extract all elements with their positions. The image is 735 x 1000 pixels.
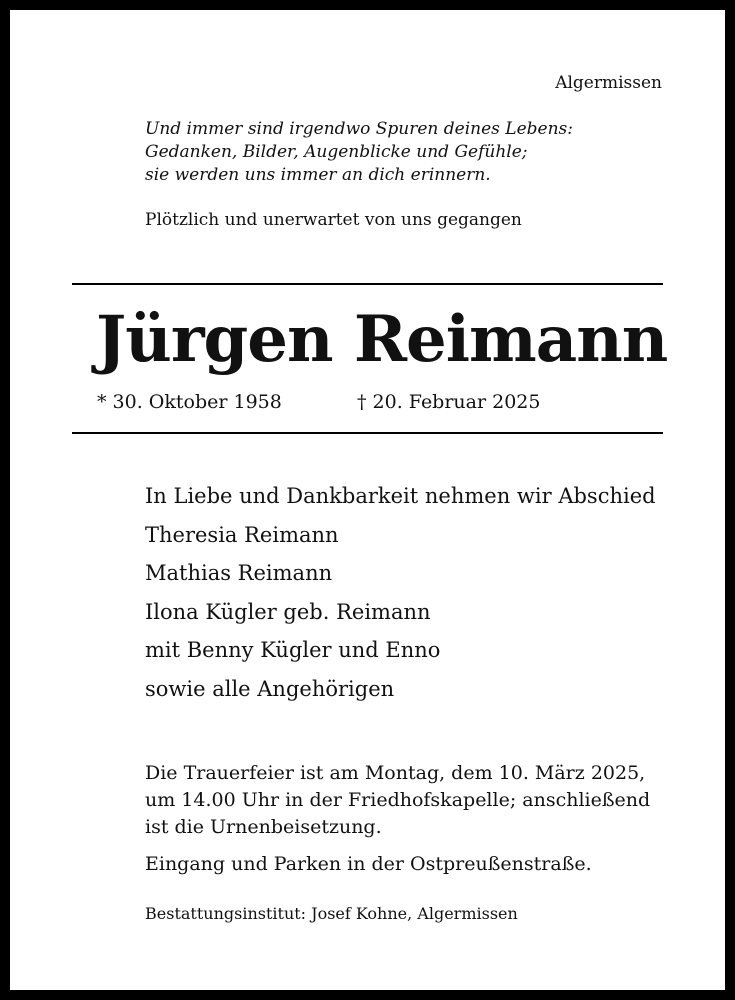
mourners-list: [145, 482, 656, 713]
top-divider: [72, 283, 663, 285]
mourner-name: Theresia Reimann: [145, 522, 339, 547]
ceremony-details: [145, 760, 650, 841]
mourner-name: sowie alle Angehörigen: [145, 676, 395, 701]
poem-line: Und immer sind irgendwo Spuren deines Lebens:: [145, 119, 573, 139]
death-date: † 20. Februar 2025: [357, 391, 541, 413]
mourner-name: Mathias Reimann: [145, 561, 333, 585]
parking-info: Eingang und Parken in der Ostpreußenstraße.: [145, 853, 592, 875]
memorial-poem: [145, 118, 573, 187]
birth-date: * 30. Oktober 1958: [97, 391, 282, 413]
mourner-name: Ilona Kügler geb. Reimann: [145, 599, 431, 624]
intro-text: Plötzlich und unerwartet von uns gegangen: [145, 210, 522, 230]
ceremony-line: ist die Urnenbeisetzung.: [145, 816, 382, 838]
poem-line: sie werden uns immer an dich erinnern.: [145, 165, 491, 185]
poem-line: Gedanken, Bilder, Augenblicke und Gefühle;: [145, 142, 528, 162]
mourners-intro: In Liebe und Dankbarkeit nehmen wir Abschied: [145, 484, 656, 508]
location-label: Algermissen: [555, 73, 662, 93]
ceremony-line: Die Trauerfeier ist am Montag, dem 10. März 2025,: [145, 762, 646, 784]
ceremony-line: um 14.00 Uhr in der Friedhofskapelle; anschließend: [145, 789, 651, 811]
bottom-divider: [72, 432, 663, 434]
deceased-name: Jürgen Reimann: [96, 302, 668, 377]
funeral-home-credit: Bestattungsinstitut: Josef Kohne, Algermissen: [145, 904, 518, 923]
mourner-name: mit Benny Kügler und Enno: [145, 638, 441, 662]
